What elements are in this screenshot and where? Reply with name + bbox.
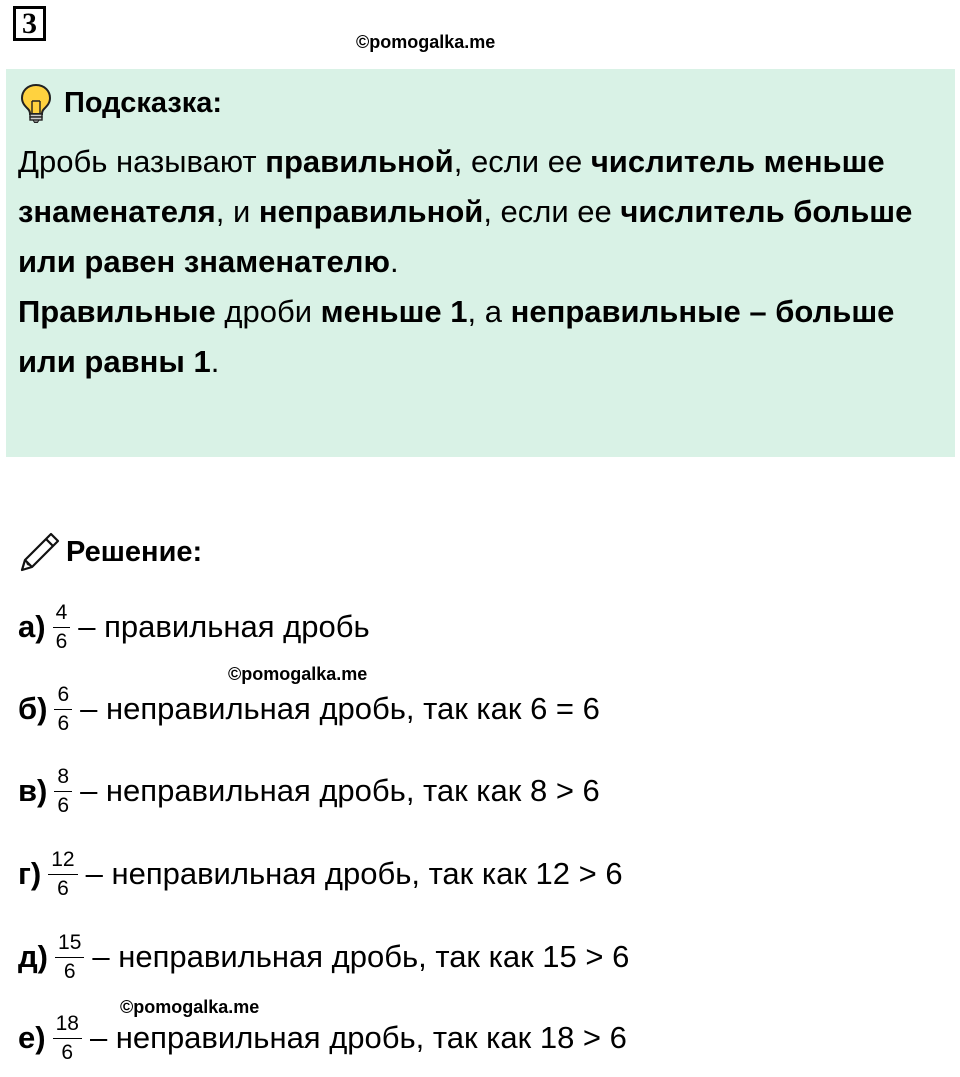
watermark: ©pomogalka.me xyxy=(228,664,368,684)
hint-text-span: , и xyxy=(215,194,259,229)
answer-row xyxy=(18,1006,627,1070)
numerator: 6 xyxy=(54,683,72,710)
denominator: 6 xyxy=(63,959,76,983)
denominator: 6 xyxy=(57,793,70,817)
numerator: 15 xyxy=(55,931,84,958)
hint-text-span: , а xyxy=(467,294,511,329)
fraction xyxy=(54,683,72,736)
hint-text-span: дроби xyxy=(215,294,321,329)
hint-text-span: Дробь называют xyxy=(18,144,266,179)
hint-paragraph-1 xyxy=(18,137,943,287)
hint-title-text: Подсказка: xyxy=(64,86,223,119)
answer-row xyxy=(18,759,600,823)
hint-bold-span: неправильной xyxy=(258,194,484,229)
denominator: 6 xyxy=(55,629,68,653)
answer-letter: в) xyxy=(18,773,48,808)
answer-letter: а) xyxy=(18,609,46,644)
fraction xyxy=(48,848,77,901)
denominator: 6 xyxy=(61,1040,74,1064)
answer-row xyxy=(18,677,600,741)
answer-text: – неправильная дробь, так как 12 > 6 xyxy=(85,856,623,891)
hint-bold-span: правильной xyxy=(265,144,454,179)
fraction xyxy=(54,765,72,818)
fraction xyxy=(53,1012,82,1065)
watermark: ©pomogalka.me xyxy=(120,997,260,1017)
lightbulb-icon xyxy=(20,83,52,123)
numerator: 8 xyxy=(54,765,72,792)
hint-text-span: . xyxy=(210,344,220,379)
numerator: 18 xyxy=(53,1012,82,1039)
answer-letter: г) xyxy=(18,856,42,891)
hint-bold-span: неправильные – больше или равны 1 xyxy=(18,294,895,379)
answer-row xyxy=(18,595,370,659)
denominator: 6 xyxy=(57,876,69,900)
numerator: 12 xyxy=(48,848,77,875)
answer-row xyxy=(18,925,629,989)
solution-title xyxy=(18,530,202,574)
hint-bold-span: меньше 1 xyxy=(320,294,468,329)
hint-text-span: . xyxy=(389,244,399,279)
answer-text: – неправильная дробь, так как 15 > 6 xyxy=(92,939,630,974)
denominator: 6 xyxy=(57,711,70,735)
hint-box xyxy=(6,69,955,457)
answer-row xyxy=(18,842,623,906)
answer-text: – неправильная дробь, так как 8 > 6 xyxy=(80,773,600,808)
fraction xyxy=(55,931,84,984)
hint-bold-span: Правильные xyxy=(18,294,216,329)
solution-title-text: Решение: xyxy=(66,535,203,568)
hint-bold-span: числитель меньше знаменателя xyxy=(18,144,885,229)
hint-text-span: , если ее xyxy=(483,194,621,229)
numerator: 4 xyxy=(53,601,71,628)
answer-letter: б) xyxy=(18,691,48,726)
hint-title xyxy=(20,83,222,123)
task-number: 3 xyxy=(13,6,46,41)
watermark: ©pomogalka.me xyxy=(356,32,496,52)
answer-text: – неправильная дробь, так как 18 > 6 xyxy=(89,1020,627,1055)
hint-bold-span: числитель больше или равен знаменателю xyxy=(18,194,913,279)
hint-text-span: , если ее xyxy=(453,144,591,179)
hint-text xyxy=(18,137,943,387)
answer-letter: д) xyxy=(18,939,49,974)
answer-text: – правильная дробь xyxy=(78,609,370,644)
hint-paragraph-2 xyxy=(18,287,943,387)
answer-text: – неправильная дробь, так как 6 = 6 xyxy=(80,691,600,726)
fraction xyxy=(53,601,71,654)
answer-letter: е) xyxy=(18,1020,46,1055)
pencil-icon xyxy=(18,530,62,574)
